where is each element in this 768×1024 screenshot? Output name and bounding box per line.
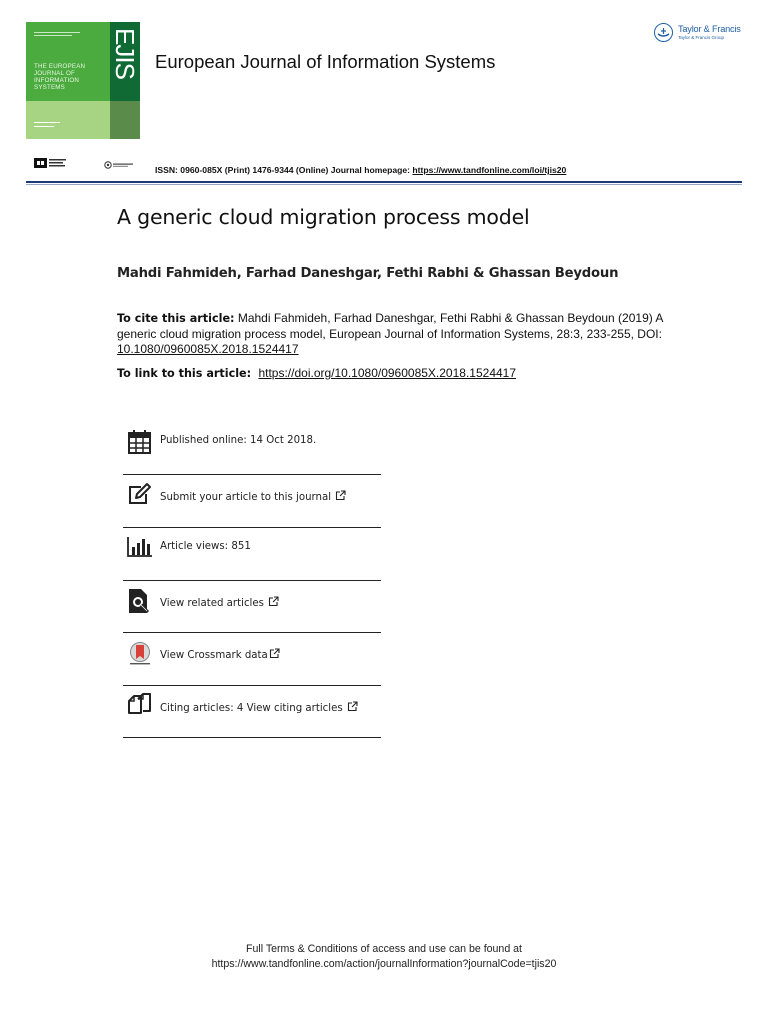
- info-divider: [123, 474, 381, 475]
- cover-top-lines: [34, 32, 84, 38]
- cover-editors-lines: [34, 122, 94, 127]
- article-views-text: Article views: 851: [160, 541, 251, 552]
- bar-chart-icon: [127, 535, 153, 561]
- cover-title: THE EUROPEAN JOURNAL OF INFORMATION SYSTEMS: [34, 63, 86, 91]
- publisher-group: Taylor & Francis Group: [678, 35, 725, 40]
- calendar-icon: [127, 429, 153, 455]
- cover-abbrev: EJIS: [110, 28, 140, 79]
- publisher-logo-icon: [654, 23, 673, 42]
- journal-cover-image: [26, 22, 140, 139]
- header-divider: [26, 181, 742, 183]
- external-link-icon: [335, 490, 346, 501]
- crossmark-label: View Crossmark data: [160, 650, 268, 661]
- pencil-edit-icon: [127, 482, 153, 508]
- journal-name: European Journal of Information Systems: [155, 51, 496, 72]
- citing-articles-link[interactable]: [160, 701, 358, 714]
- external-link-icon: [347, 701, 358, 712]
- copy-pages-icon: [127, 693, 153, 719]
- info-divider: [123, 685, 381, 686]
- citing-articles-label: Citing articles: 4 View citing articles: [160, 703, 343, 714]
- article-doi-url[interactable]: https://doi.org/10.1080/0960085X.2018.1524417: [258, 366, 517, 380]
- related-articles-link[interactable]: [160, 596, 279, 609]
- footer-terms-url[interactable]: https://www.tandfonline.com/action/journalInformation?journalCode=tjis20: [211, 958, 557, 970]
- cite-text: Mahdi Fahmideh, Farhad Daneshgar, Fethi Rabhi & Ghassan Beydoun (2019) A generic cloud migration process model, European Journal of Information Systems, 28:3, 233-255, DOI:: [117, 311, 663, 341]
- footer-line-1: Full Terms & Conditions of access and use can be found at: [246, 943, 522, 955]
- external-link-icon: [268, 596, 279, 607]
- cover-light-band: [26, 101, 110, 139]
- doi-link[interactable]: 10.1080/0960085X.2018.1524417: [117, 342, 299, 356]
- publisher-logo[interactable]: [654, 23, 746, 45]
- citation-block: [117, 311, 677, 358]
- journal-homepage-link[interactable]: https://www.tandfonline.com/loi/tjis20: [412, 165, 567, 175]
- cover-dark-band-bottom: [110, 101, 140, 139]
- published-online-text: Published online: 14 Oct 2018.: [160, 435, 317, 446]
- submit-article-link[interactable]: [160, 490, 346, 503]
- related-articles-label: View related articles: [160, 598, 264, 609]
- search-document-icon: [127, 588, 153, 614]
- article-title: A generic cloud migration process model: [117, 205, 530, 229]
- crossmark-icon: [127, 641, 153, 667]
- submit-article-label: Submit your article to this journal: [160, 492, 332, 503]
- header-divider-thin: [26, 184, 742, 185]
- society-logo: [34, 157, 68, 169]
- publisher-name: Taylor & Francis: [678, 24, 741, 34]
- article-link-block: [117, 366, 516, 380]
- info-divider: [123, 527, 381, 528]
- issn-line: [155, 165, 566, 175]
- footer-terms: [0, 942, 768, 972]
- crossmark-link[interactable]: [160, 648, 280, 661]
- cite-label: To cite this article:: [117, 312, 235, 325]
- info-divider: [123, 580, 381, 581]
- issn-text: ISSN: 0960-085X (Print) 1476-9344 (Online) Journal homepage:: [155, 165, 413, 175]
- info-divider: [123, 632, 381, 633]
- link-label: To link to this article:: [117, 367, 252, 380]
- info-divider: [123, 737, 381, 738]
- article-authors: Mahdi Fahmideh, Farhad Daneshgar, Fethi Rabhi & Ghassan Beydoun: [117, 266, 619, 281]
- partner-logo: [104, 161, 134, 169]
- external-link-icon: [269, 648, 280, 659]
